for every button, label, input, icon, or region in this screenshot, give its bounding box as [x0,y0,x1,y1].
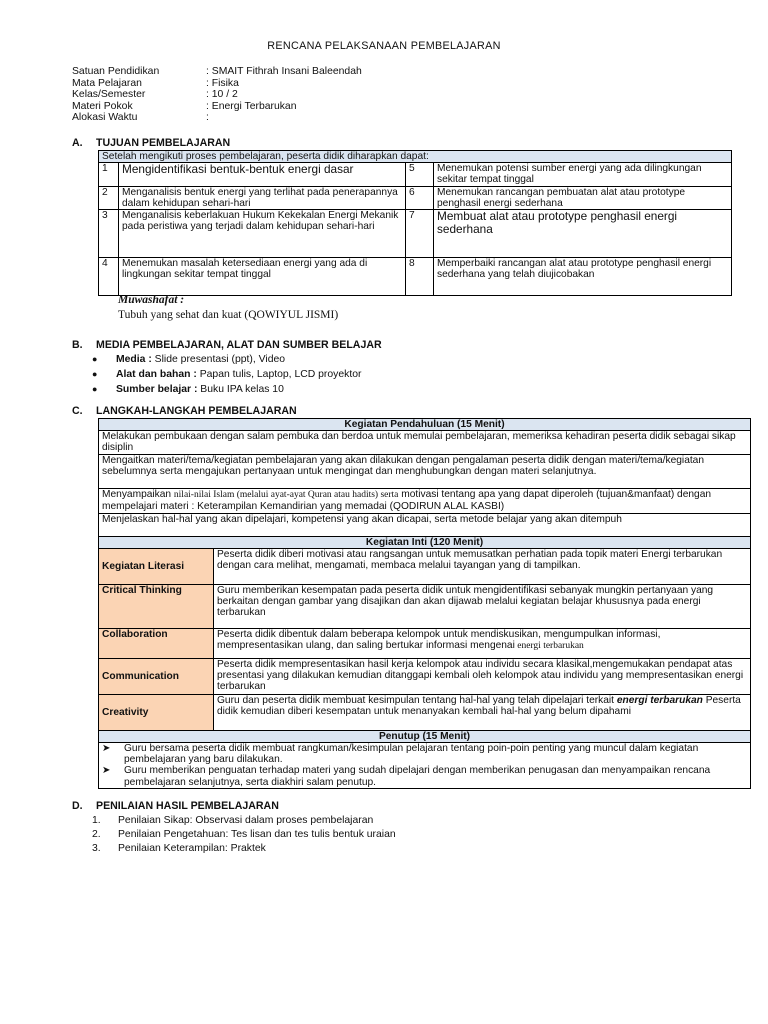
penutup-step [102,743,747,765]
item-value: Slide presentasi (ppt), Video [151,354,286,365]
list-item [92,828,396,842]
steps-table [98,418,751,789]
goal-text: Menganalisis bentuk energi yang terlihat pada penerapannya dalam kehidupan sehari-hari [119,186,406,209]
goal-text: Membuat alat atau prototype penghasil energi sederhana [434,210,732,258]
goal-text: Menemukan potensi sumber energi yang ada dilingkungan sekitar tempat tinggal [434,163,732,186]
section-title: PENILAIAN HASIL PEMBELAJARAN [96,800,279,812]
goal-number: 2 [99,186,119,209]
identity-row [72,78,362,90]
goal-number: 1 [99,163,119,186]
identity-label: Alokasi Waktu [72,112,138,124]
identity-label: Materi Pokok [72,100,133,112]
identity-value: : SMAIT Fithrah Insani Baleendah [206,66,362,77]
activity-label: Communication [99,658,214,694]
activity-description: Peserta didik diberi motivasi atau rangsangan untuk memusatkan perhatian pada topik materi Energi terbarukan dengan cara melihat, mengamati, membaca melalui tayangan yang di tampilkan. [214,548,751,584]
bullet-icon: ● [92,369,98,379]
bullet-icon: ● [92,384,98,394]
pendahuluan-step: Mengaitkan materi/tema/kegiatan pembelajaran yang akan dilakukan dengan pengalaman peserta didik dengan materi/tema/kegiatan sebelumnya serta mengajukan pertanyaan untuk mengingat dan menghubungkan dengan materi selanjutnya. [99,454,751,488]
arrow-bullet-icon: ➤ [102,765,111,777]
pendahuluan-step: Melakukan pembukaan dengan salam pembuka dan berdoa untuk memulai pembelajaran, memeriksa kehadiran peserta didik sebagai sikap disiplin [99,431,751,454]
activity-label: Creativity [99,694,214,730]
activity-text: Peserta didik kemudian diberi kesempatan untuk menanyakan kembali hal-hal yang belum dipahami [217,694,741,718]
item-text: Penilaian Keterampilan: Praktek [118,843,266,854]
step-text: Guru bersama peserta didik membuat rangkuman/kesimpulan pelajaran tentang poin-poin penting yang muncul dalam kegiatan pembelajaran yang baru dilakukan. [124,743,699,766]
identity-label: Mata Pelajaran [72,77,142,89]
goal-text: Menemukan masalah ketersediaan energi yang ada di lingkungan sekitar tempat tinggal [119,258,406,296]
item-number: 3. [92,843,101,854]
section-d-heading [72,800,279,812]
item-text: Penilaian Pengetahuan: Tes lisan dan tes tulis bentuk uraian [118,829,396,840]
item-text: Penilaian Sikap: Observasi dalam proses pembelajaran [118,815,374,826]
activity-description: Guru memberikan kesempatan pada peserta didik untuk mengidentifikasi sebanyak mungkin pertanyaan yang berkaitan dengan gambar yang disajikan dan akan dijawab melalui kegiatan belajar khususnya pada energi terbarukan [214,584,751,628]
step-text: Guru memberikan penguatan terhadap materi yang sudah dipelajari dengan memberikan penugasan dan menyampaikan rencana pembelajaran selanjutnya, serta diakhiri salam penutup. [124,765,711,788]
step-text-serif: nilai-nilai Islam (melalui ayat-ayat Quran atau hadits) serta [173,489,399,500]
list-item [92,367,361,382]
muwashafat-label: Muwashafat : [118,294,185,306]
assessment-list [92,814,396,856]
section-letter: B. [72,339,83,351]
list-item [92,352,361,367]
identity-row [72,101,362,113]
section-title: TUJUAN PEMBELAJARAN [96,137,231,149]
pendahuluan-header: Kegiatan Pendahuluan (15 Menit) [99,419,751,431]
section-letter: D. [72,800,83,812]
step-text: motivasi tentang apa yang dapat diperoleh (tujuan&manfaat) dengan mempelajari materi : Keterampilan Kemandirian yang memadai (QODIRUN ALAL KASBI) [102,488,712,512]
goals-intro: Setelah mengikuti proses pembelajaran, peserta didik diharapkan dapat: [99,151,732,163]
item-number: 1. [92,815,101,826]
document-title: RENCANA PELAKSANAAN PEMBELAJARAN [267,40,501,52]
goals-table [98,150,732,296]
item-label: Media : [116,354,152,365]
bullet-icon: ● [92,354,98,364]
identity-block [72,66,362,124]
activity-description [214,628,751,658]
goal-text: Mengidentifikasi bentuk-bentuk energi dasar [119,163,406,186]
goal-text: Menganalisis keberlakuan Hukum Kekekalan Energi Mekanik pada peristiwa yang terjadi dalam kehidupan sehari-hari [119,210,406,258]
inti-header: Kegiatan Inti (120 Menit) [99,536,751,548]
penutup-header: Penutup (15 Menit) [99,730,751,742]
penutup-step [102,765,747,787]
identity-value: : 10 / 2 [206,89,238,101]
goal-number: 5 [406,163,434,186]
item-value: Buku IPA kelas 10 [197,384,284,395]
activity-emphasis: energi terbarukan [616,694,703,706]
section-a-heading [72,137,230,149]
goal-number: 6 [406,186,434,209]
identity-value: : Fisika [206,77,239,89]
muwashafat-text: Tubuh yang sehat dan kuat (QOWIYUL JISMI) [118,309,339,321]
identity-value: : [206,112,209,124]
section-b-heading [72,339,382,351]
item-label: Sumber belajar : [116,384,198,395]
activity-label: Collaboration [99,628,214,658]
arrow-bullet-icon: ➤ [102,743,111,755]
goal-text: Memperbaiki rancangan alat atau prototype penghasil energi sederhana yang telah diujicobakan [434,258,732,296]
step-text: Menyampaikan [102,488,174,500]
list-item [92,842,396,856]
activity-text: Peserta didik dibentuk dalam beberapa kelompok untuk mendiskusikan, mengumpulkan informasi, mempresentasikan ulang, dan saling bertukar informasi mengenai [217,628,661,652]
activity-text-serif: energi terbarukan [514,641,584,652]
media-list [92,352,361,397]
item-number: 2. [92,829,101,840]
activity-text: Guru dan peserta didik membuat kesimpulan tentang hal-hal yang telah dipelajari terkait [217,694,614,706]
section-c-heading [72,405,297,417]
pendahuluan-step: Menjelaskan hal-hal yang akan dipelajari, kompetensi yang akan dicapai, serta metode belajar yang akan ditempuh [99,513,751,536]
goal-text: Menemukan rancangan pembuatan alat atau prototype penghasil energi sederhana [434,186,732,209]
goal-number: 4 [99,258,119,296]
list-item [92,814,396,828]
identity-label: Satuan Pendidikan [72,66,160,77]
section-title: LANGKAH-LANGKAH PEMBELAJARAN [96,405,297,417]
goal-number: 7 [406,210,434,258]
identity-row [72,89,362,101]
identity-row [72,66,362,78]
item-value: Papan tulis, Laptop, LCD proyektor [196,369,362,380]
identity-label: Kelas/Semester [72,89,146,101]
goal-number: 8 [406,258,434,296]
section-title: MEDIA PEMBELAJARAN, ALAT DAN SUMBER BELAJAR [96,339,382,351]
activity-description: Peserta didik mempresentasikan hasil kerja kelompok atau individu secara klasikal,mengemukakan pendapat atas presentasi yang dilakukan kemudian ditanggapi kembali oleh kelompok atau individu yang mempresentasikan energi terbarukan [214,658,751,694]
pendahuluan-step [99,488,751,513]
item-label: Alat dan bahan : [116,369,197,380]
activity-label: Critical Thinking [99,584,214,628]
goal-number: 3 [99,210,119,258]
section-letter: C. [72,405,83,417]
activity-description [214,694,751,730]
section-letter: A. [72,137,83,149]
identity-value: : Energi Terbarukan [206,100,297,112]
list-item [92,382,361,397]
identity-row [72,112,362,124]
penutup-steps [99,743,751,789]
activity-label: Kegiatan Literasi [99,548,214,584]
